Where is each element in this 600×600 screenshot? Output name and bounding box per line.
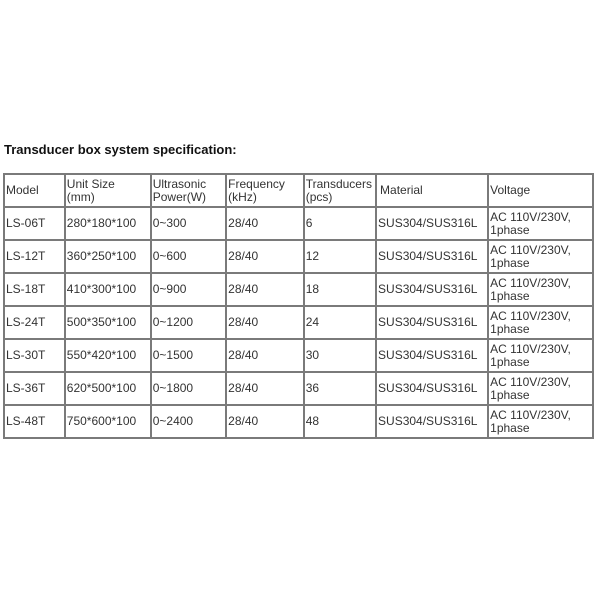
header-material: Material — [376, 174, 488, 207]
cell-unit-size: 410*300*100 — [65, 273, 151, 306]
cell-model: LS-06T — [4, 207, 65, 240]
header-frequency: Frequency (kHz) — [226, 174, 304, 207]
voltage-line: 1phase — [490, 222, 530, 237]
cell-power: 0~2400 — [151, 405, 226, 438]
cell-model: LS-36T — [4, 372, 65, 405]
cell-model: LS-24T — [4, 306, 65, 339]
cell-material: SUS304/SUS316L — [376, 207, 488, 240]
cell-voltage — [488, 405, 593, 438]
voltage-line: 1phase — [490, 420, 530, 435]
spec-table — [3, 173, 594, 439]
header-unit-size: Unit Size (mm) — [65, 174, 151, 207]
header-model: Model — [4, 174, 65, 207]
cell-material: SUS304/SUS316L — [376, 306, 488, 339]
cell-transducers: 30 — [304, 339, 376, 372]
table-row — [4, 207, 593, 240]
cell-model: LS-18T — [4, 273, 65, 306]
voltage-line: AC 110V/230V, — [490, 407, 571, 422]
cell-transducers: 24 — [304, 306, 376, 339]
cell-transducers: 6 — [304, 207, 376, 240]
voltage-line: 1phase — [490, 288, 530, 303]
cell-power: 0~1200 — [151, 306, 226, 339]
table-row — [4, 273, 593, 306]
cell-unit-size: 750*600*100 — [65, 405, 151, 438]
cell-frequency: 28/40 — [226, 207, 304, 240]
cell-power: 0~900 — [151, 273, 226, 306]
cell-material: SUS304/SUS316L — [376, 405, 488, 438]
table-row — [4, 306, 593, 339]
cell-model: LS-30T — [4, 339, 65, 372]
cell-unit-size: 360*250*100 — [65, 240, 151, 273]
cell-material: SUS304/SUS316L — [376, 339, 488, 372]
voltage-line: AC 110V/230V, — [490, 374, 571, 389]
header-transducers: Transducers (pcs) — [304, 174, 376, 207]
voltage-line: 1phase — [490, 354, 530, 369]
cell-frequency: 28/40 — [226, 405, 304, 438]
page-title: Transducer box system specification: — [4, 142, 237, 157]
cell-unit-size: 280*180*100 — [65, 207, 151, 240]
cell-voltage — [488, 339, 593, 372]
cell-frequency: 28/40 — [226, 273, 304, 306]
voltage-line: 1phase — [490, 387, 530, 402]
cell-frequency: 28/40 — [226, 306, 304, 339]
cell-power: 0~1500 — [151, 339, 226, 372]
cell-power: 0~600 — [151, 240, 226, 273]
cell-voltage — [488, 240, 593, 273]
cell-voltage — [488, 273, 593, 306]
voltage-line: AC 110V/230V, — [490, 308, 571, 323]
cell-model: LS-48T — [4, 405, 65, 438]
voltage-line: AC 110V/230V, — [490, 341, 571, 356]
cell-transducers: 12 — [304, 240, 376, 273]
cell-unit-size: 550*420*100 — [65, 339, 151, 372]
cell-transducers: 18 — [304, 273, 376, 306]
cell-transducers: 48 — [304, 405, 376, 438]
cell-material: SUS304/SUS316L — [376, 273, 488, 306]
table-row — [4, 240, 593, 273]
voltage-line: 1phase — [490, 321, 530, 336]
cell-power: 0~300 — [151, 207, 226, 240]
header-ultrasonic-power: Ultrasonic Power(W) — [151, 174, 226, 207]
cell-frequency: 28/40 — [226, 339, 304, 372]
table-row — [4, 405, 593, 438]
voltage-line: AC 110V/230V, — [490, 242, 571, 257]
table-row — [4, 339, 593, 372]
voltage-line: AC 110V/230V, — [490, 209, 571, 224]
cell-voltage — [488, 372, 593, 405]
cell-material: SUS304/SUS316L — [376, 372, 488, 405]
header-voltage: Voltage — [488, 174, 593, 207]
cell-transducers: 36 — [304, 372, 376, 405]
cell-frequency: 28/40 — [226, 240, 304, 273]
cell-voltage — [488, 306, 593, 339]
cell-unit-size: 500*350*100 — [65, 306, 151, 339]
header-row — [4, 174, 593, 207]
cell-frequency: 28/40 — [226, 372, 304, 405]
cell-model: LS-12T — [4, 240, 65, 273]
voltage-line: 1phase — [490, 255, 530, 270]
voltage-line: AC 110V/230V, — [490, 275, 571, 290]
cell-voltage — [488, 207, 593, 240]
cell-material: SUS304/SUS316L — [376, 240, 488, 273]
cell-unit-size: 620*500*100 — [65, 372, 151, 405]
table-row — [4, 372, 593, 405]
cell-power: 0~1800 — [151, 372, 226, 405]
